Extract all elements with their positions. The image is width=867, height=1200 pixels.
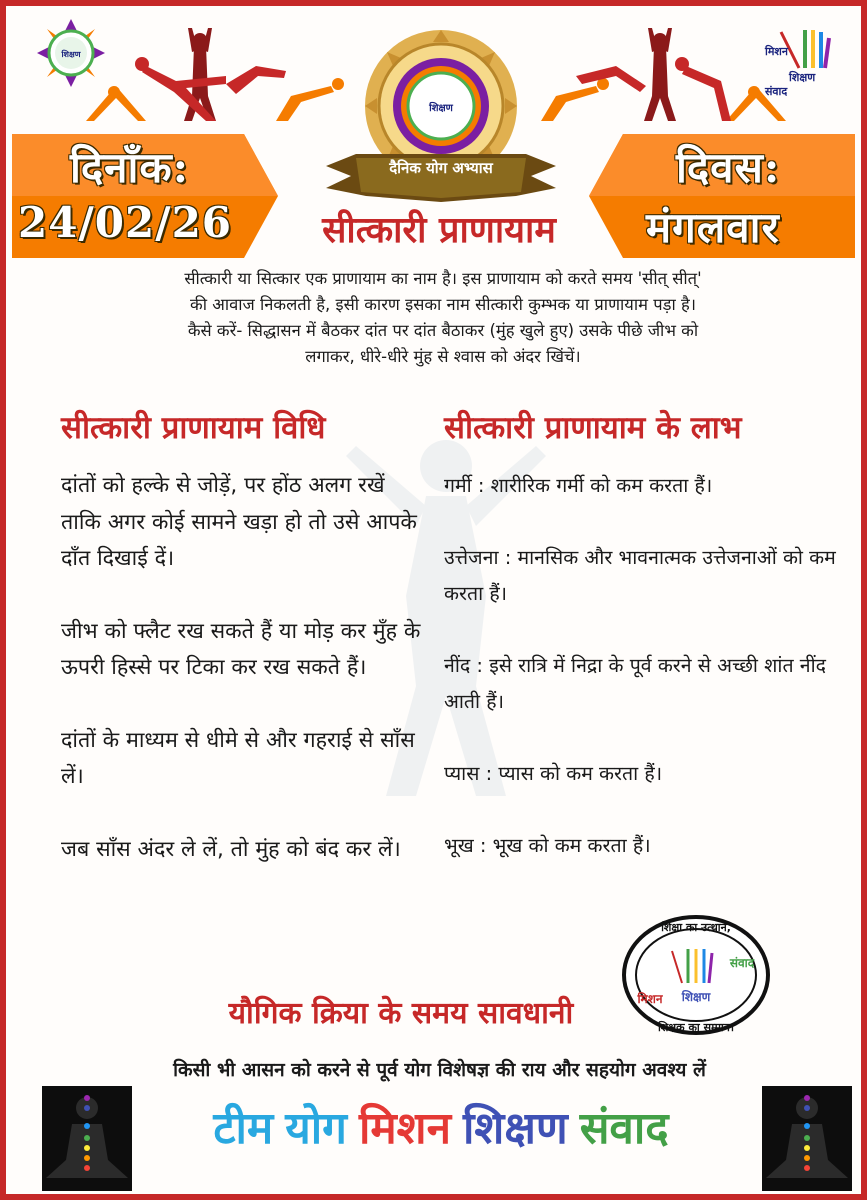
seal-bottom-text: शिक्षक का सम्मान। <box>657 1021 735 1034</box>
intro-line: कैसे करें- सिद्धासन में बैठकर दांत पर दांत बैठाकर (मुंह खुले हुए) उसके पीछे जीभ को <box>187 321 699 340</box>
method-step: दांतों के माध्यम से धीमे से और गहराई से साँस लें। <box>61 727 415 789</box>
seal-left-text: मिशन <box>637 992 663 1006</box>
benefit-item: प्यास : प्यास को कम करता हैं। <box>444 762 663 785</box>
method-steps <box>61 468 426 904</box>
caution-text: किसी भी आसन को करने से पूर्व योग विशेषज्ञ की राय और सहयोग अवश्य लें <box>173 1059 706 1081</box>
footer-word: टीम <box>213 1103 274 1154</box>
footer-word: योग <box>285 1103 347 1154</box>
svg-text:शिक्षण: शिक्षण <box>429 103 453 114</box>
seal-center-text: शिक्षण <box>681 990 711 1004</box>
logo-text-samvad: संवाद <box>765 85 788 98</box>
benefit-item: गर्मी : शारीरिक गर्मी को कम करता हैं। <box>444 474 713 497</box>
date-value: 24/02/26 <box>18 198 233 247</box>
footer-word: मिशन <box>358 1103 451 1154</box>
method-title: सीत्कारी प्राणायाम विधि <box>61 410 326 446</box>
logo-text-shikshan: शिक्षण <box>789 71 816 84</box>
benefit-item: उत्तेजना : मानसिक और भावनात्मक उत्तेजनाओं को कम करता हैं। <box>444 546 836 605</box>
page-title: सीत्कारी प्राणायाम <box>322 209 556 251</box>
footer-word: शिक्षण <box>463 1103 568 1154</box>
benefit-item: नींद : इसे रात्रि में निद्रा के पूर्व करने से अच्छी शांत नींद आती हैं। <box>444 654 827 713</box>
benefit-list <box>444 468 839 900</box>
day-label: दिवस: <box>676 143 781 192</box>
benefit-item: भूख : भूख को कम करता हैं। <box>444 834 651 857</box>
intro-line: सीत्कारी या सित्कार एक प्राणायाम का नाम है। इस प्राणायाम को करते समय 'सीत् सीत्' <box>184 269 702 288</box>
intro-line: की आवाज निकलती है, इसी कारण इसका नाम सीत्कारी कुम्भक या प्राणायाम पड़ा है। <box>190 295 696 314</box>
caution-title: यौगिक क्रिया के समय सावधानी <box>228 996 574 1031</box>
svg-text:शिक्षण: शिक्षण <box>61 50 81 59</box>
day-value: मंगलवार <box>646 203 780 252</box>
yoga-poses-left <box>76 26 346 126</box>
date-label: दिनाँक: <box>70 143 190 192</box>
intro-paragraph <box>48 266 838 370</box>
meditation-figure-right <box>762 1086 852 1191</box>
mission-shikshan-samvad-logo <box>759 22 839 100</box>
intro-line: लगाकर, धीरे-धीरे मुंह से श्वास को अंदर खिंचें। <box>305 347 581 366</box>
seal-top-text: शिक्षा का उत्थान, <box>661 921 731 934</box>
footer-brand <box>116 1096 766 1176</box>
method-step: जीभ को फ्लैट रख सकते हैं या मोड़ कर मुँह के ऊपरी हिस्से पर टिका कर रख सकते हैं। <box>61 618 421 680</box>
benefits-title: सीत्कारी प्राणायाम के लाभ <box>444 410 742 446</box>
method-step: दांतों को हल्के से जोड़ें, पर होंठ अलग रखें ताकि अगर कोई सामने खड़ा हो तो उसे आपके दाँत दिखाई दें। <box>61 473 417 571</box>
mission-seal <box>616 911 776 1039</box>
daily-yoga-badge <box>316 26 566 206</box>
seal-right-text: संवाद <box>729 956 755 970</box>
badge-ribbon-text: दैनिक योग अभ्यास <box>389 159 493 177</box>
yoga-poses-right <box>536 26 796 126</box>
footer-word: संवाद <box>579 1103 669 1154</box>
method-step: जब साँस अंदर ले लें, तो मुंह को बंद कर लें। <box>61 836 401 862</box>
logo-text-mission: मिशन <box>765 45 789 58</box>
